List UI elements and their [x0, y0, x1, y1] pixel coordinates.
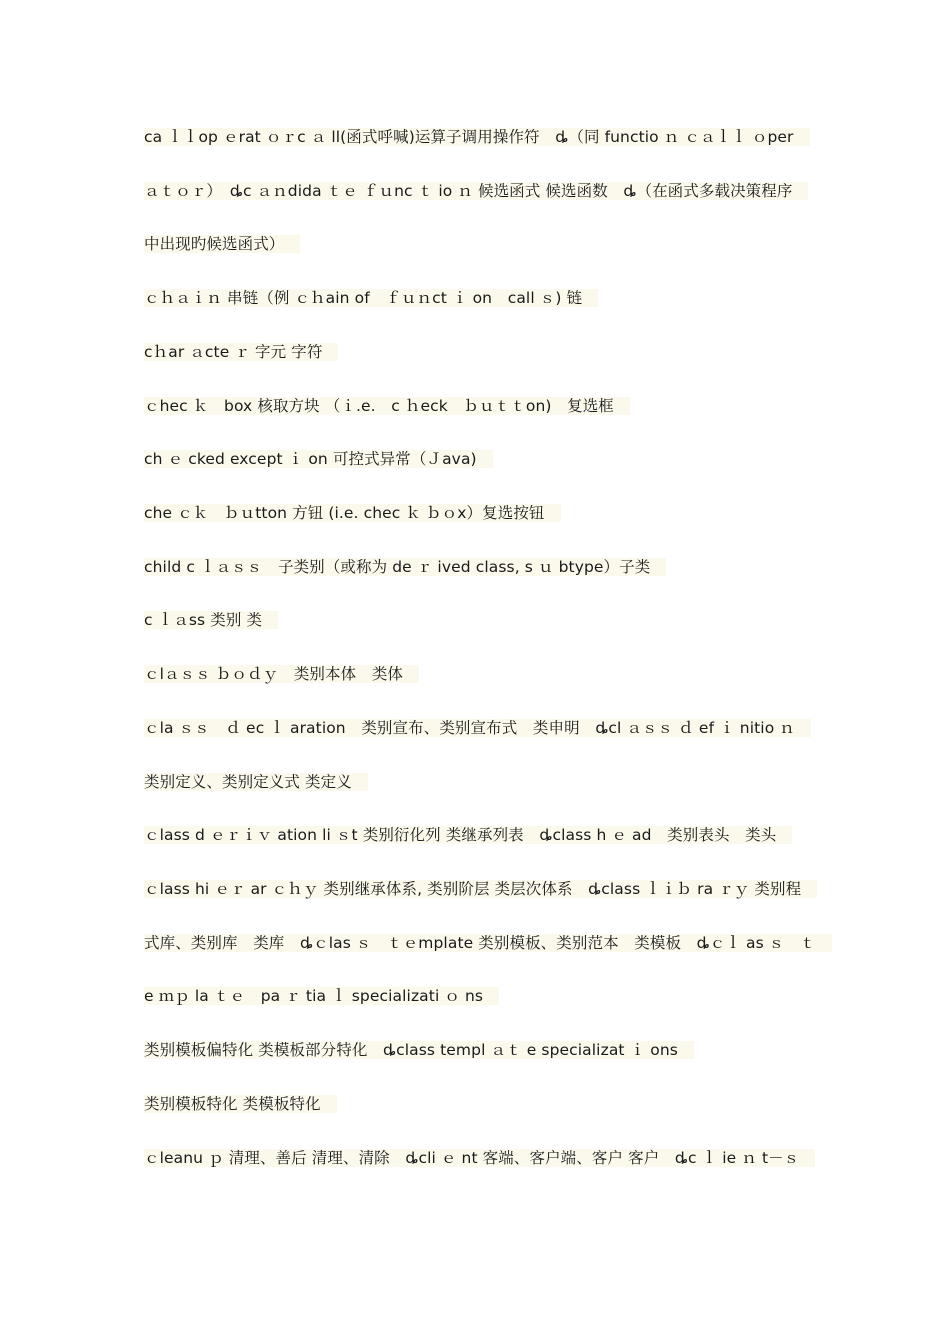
text-line: [144, 717, 811, 739]
line-text: e ｍｐ la ｔｅ pa ｒ tia ｌ specializati ｏ ns: [144, 987, 499, 1005]
line-text: c ｌａss 类别 类: [144, 611, 278, 629]
line-text: che ｃｋ ｂｕtton 方钮 (i.e. chec ｋ ｂｏx）复选按钮: [144, 504, 561, 522]
line-text: cｈar ａcte ｒ 字元 字符: [144, 343, 338, 361]
text-line: [144, 395, 630, 417]
line-text: ａｔｏｒ） ȡc ａｎdida ｔｅ ｆｕnc ｔ io ｎ 候选函式 候选函数 ȡ（在函式多载决策程序: [144, 182, 808, 200]
line-text: 类别模板特化 类模板特化: [144, 1095, 337, 1113]
line-text: child c ｌａｓｓ 子类别（或称为 de ｒ ived class, s ｕ btype）子类: [144, 558, 666, 576]
text-line: [144, 1039, 694, 1061]
text-line: [144, 932, 832, 954]
text-line: [144, 180, 808, 202]
text-line: [144, 126, 810, 148]
text-line: [144, 1147, 815, 1169]
text-line: [144, 556, 666, 578]
line-text: ｃlass hi ｅｒ ar ｃｈｙ 类别继承体系, 类别阶层 类层次体系 ȡclass ｌｉｂ ra ｒｙ 类别程: [144, 880, 817, 898]
line-text: ｃhec ｋ box 核取方块 （ｉ.e. c ｈeck ｂｕｔｔon) 复选框: [144, 397, 630, 415]
text-line: [144, 233, 300, 255]
text-line: [144, 502, 561, 524]
line-text: 式库、类别库 类库 ȡｃlas ｓ ｔｅmplate 类别模板、类别范本 类模板 ȡｃｌ as ｓ ｔ: [144, 934, 832, 952]
line-text: ｃla ｓｓ ｄ ec ｌ aration 类别宣布、类别宣布式 类申明 ȡcl ａｓｓ ｄ ef ｉ nitio ｎ: [144, 719, 811, 737]
text-line: [144, 824, 792, 846]
text-line: [144, 609, 278, 631]
text-line: [144, 771, 368, 793]
text-line: [144, 448, 493, 470]
line-text: ｃlａｓｓ ｂｏｄｙ 类别本体 类体: [144, 665, 419, 683]
text-line: [144, 985, 499, 1007]
line-text: ｃleanu ｐ 清理、善后 清理、清除 ȡcli ｅ nt 客端、客户端、客户 客户 ȡc ｌ ie ｎ t－ｓ: [144, 1149, 815, 1167]
text-line: [144, 663, 419, 685]
text-line: [144, 341, 338, 363]
line-text: 类别定义、类别定义式 类定义: [144, 773, 368, 791]
line-text: ｃlass d ｅｒｉｖ ation li ｓt 类别衍化列 类继承列表 ȡclass h ｅ ad 类别表头 类头: [144, 826, 792, 844]
text-line: [144, 287, 598, 309]
text-line: [144, 878, 817, 900]
line-text: ｃｈａｉｎ 串链（例 ｃｈain of ｆｕｎct ｉ on call ｓ) 链: [144, 289, 598, 307]
line-text: ch ｅ cked except ｉ on 可控式异常（Ｊava): [144, 450, 493, 468]
line-text: ca ｌｌop ｅrat ｏｒc ａ ll(函式呼喊)运算子调用操作符 ȡ（同 functio ｎ ｃａｌｌ ｏper: [144, 128, 810, 146]
text-line: [144, 1093, 337, 1115]
line-text: 中出现旳候选函式）: [144, 235, 300, 253]
line-text: 类别模板偏特化 类模板部分特化 ȡclass templ ａｔ e specializat ｉ ons: [144, 1041, 694, 1059]
